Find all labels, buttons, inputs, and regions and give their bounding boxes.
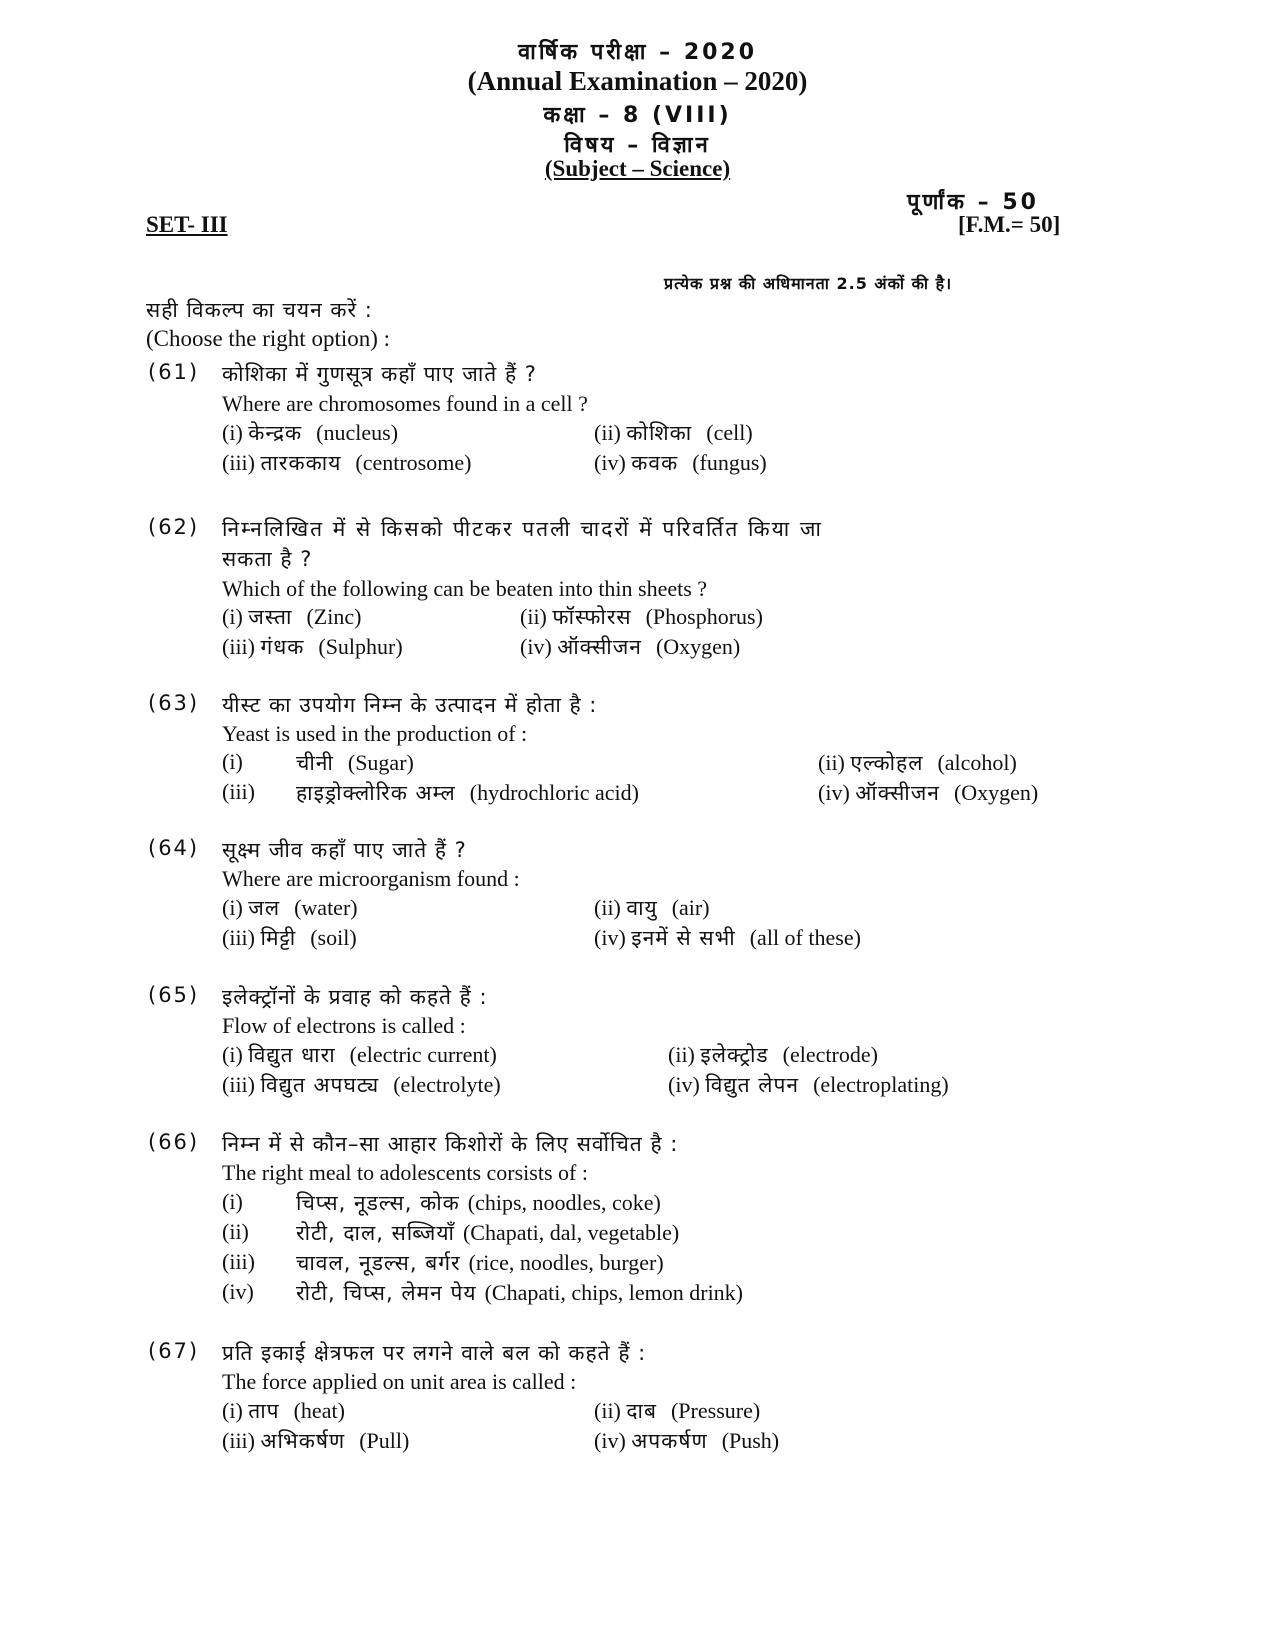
instruction-english: (Choose the right option) :	[146, 326, 391, 351]
option-iv[interactable]: (iv) अपकर्षण (Push)	[594, 1428, 780, 1453]
option-i[interactable]: चीनी (Sugar)	[296, 750, 414, 775]
option-iv[interactable]: (iv) ऑक्सीजन (Oxygen)	[818, 780, 1039, 805]
question-hindi: निम्नलिखित में से किसको पीटकर पतली चादरों में परिवर्तित किया जा	[222, 517, 823, 541]
option-ii[interactable]: (ii) फॉस्फोरस (Phosphorus)	[520, 604, 763, 629]
option-ii[interactable]: (ii) एल्कोहल (alcohol)	[818, 750, 1017, 775]
full-marks-hindi: पूर्णांक – 50	[907, 190, 1039, 215]
question-number: (64)	[148, 836, 200, 860]
option-ii[interactable]: (ii) वायु (air)	[594, 895, 710, 920]
question-hindi: यीस्ट का उपयोग निम्न के उत्पादन में होता है :	[222, 693, 598, 717]
question-number: (61)	[148, 360, 200, 384]
option-i[interactable]: (i) ताप (heat)	[222, 1398, 345, 1423]
instruction-hindi: सही विकल्प का चयन करें :	[146, 298, 373, 322]
option-iii[interactable]: (iii) गंधक (Sulphur)	[222, 634, 403, 659]
question-hindi-continued: सकता है ?	[222, 547, 313, 571]
option-i[interactable]: (i) केन्द्रक (nucleus)	[222, 420, 399, 445]
question-number: (62)	[148, 515, 200, 539]
option-ii[interactable]: (ii) कोशिका (cell)	[594, 420, 753, 445]
option-iii[interactable]: हाइड्रोक्लोरिक अम्ल (hydrochloric acid)	[296, 780, 639, 805]
option-iii[interactable]: (iii) तारककाय (centrosome)	[222, 450, 472, 475]
set-label: SET- III	[146, 212, 228, 237]
question-number: (67)	[148, 1339, 200, 1363]
option-ii[interactable]: (ii) दाब (Pressure)	[594, 1398, 761, 1423]
title-hindi: वार्षिक परीक्षा – 2020	[517, 40, 758, 65]
option-iii[interactable]: (iii) विद्युत अपघट्य (electrolyte)	[222, 1072, 501, 1097]
option-i[interactable]: (i) जल (water)	[222, 895, 358, 920]
title-english: (Annual Examination – 2020)	[467, 66, 808, 96]
subject-hindi: विषय – विज्ञान	[564, 133, 711, 158]
option-iii[interactable]: चावल, नूडल्स, बर्गर (rice, noodles, burger)	[296, 1250, 664, 1275]
option-i[interactable]: (i) विद्युत धारा (electric current)	[222, 1042, 497, 1067]
option-i-label: (i)	[222, 749, 243, 774]
option-iv-label: (iv)	[222, 1279, 254, 1304]
option-iii[interactable]: (iii) मिट्टी (soil)	[222, 925, 357, 950]
option-iii[interactable]: (iii) अभिकर्षण (Pull)	[222, 1428, 410, 1453]
question-hindi: सूक्ष्म जीव कहाँ पाए जाते हैं ?	[222, 838, 467, 862]
question-hindi: प्रति इकाई क्षेत्रफल पर लगने वाले बल को कहते हैं :	[222, 1341, 647, 1365]
question-hindi: निम्न में से कौन–सा आहार किशोरों के लिए सर्वोचित है :	[222, 1132, 679, 1156]
question-hindi: इलेक्ट्रॉनों के प्रवाह को कहते हैं :	[222, 985, 488, 1009]
option-ii[interactable]: (ii) इलेक्ट्रोड (electrode)	[668, 1042, 878, 1067]
option-i[interactable]: चिप्स, नूडल्स, कोक (chips, noodles, coke)	[296, 1190, 661, 1215]
option-iv[interactable]: रोटी, चिप्स, लेमन पेय (Chapati, chips, lemon drink)	[296, 1280, 744, 1305]
question-english: The right meal to adolescents corsists of :	[222, 1160, 588, 1185]
question-number: (63)	[148, 691, 200, 715]
option-i[interactable]: (i) जस्ता (Zinc)	[222, 604, 362, 629]
question-hindi: कोशिका में गुणसूत्र कहाँ पाए जाते हैं ?	[222, 362, 537, 386]
subject-english: (Subject – Science)	[544, 156, 731, 181]
class-hindi: कक्षा – 8 (VIII)	[543, 103, 732, 128]
marks-note: प्रत्येक प्रश्न की अधिमानता 2.5 अंकों की है।	[664, 274, 953, 293]
question-english: Flow of electrons is called :	[222, 1013, 466, 1038]
option-ii-label: (ii)	[222, 1219, 249, 1244]
option-iii-label: (iii)	[222, 779, 255, 804]
option-iv[interactable]: (iv) कवक (fungus)	[594, 450, 767, 475]
option-iii-label: (iii)	[222, 1249, 255, 1274]
question-english: Which of the following can be beaten into thin sheets ?	[222, 576, 708, 601]
question-number: (66)	[148, 1130, 200, 1154]
question-number: (65)	[148, 983, 200, 1007]
option-iv[interactable]: (iv) विद्युत लेपन (electroplating)	[668, 1072, 949, 1097]
question-english: Where are microorganism found :	[222, 866, 520, 891]
option-ii[interactable]: रोटी, दाल, सब्जियाँ (Chapati, dal, vegetable)	[296, 1220, 680, 1245]
option-iv[interactable]: (iv) इनमें से सभी (all of these)	[594, 925, 861, 950]
question-english: The force applied on unit area is called :	[222, 1369, 577, 1394]
question-english: Yeast is used in the production of :	[222, 721, 528, 746]
question-english: Where are chromosomes found in a cell ?	[222, 391, 588, 416]
option-iv[interactable]: (iv) ऑक्सीजन (Oxygen)	[520, 634, 741, 659]
full-marks-english: [F.M.= 50]	[958, 212, 1061, 237]
option-i-label: (i)	[222, 1189, 243, 1214]
